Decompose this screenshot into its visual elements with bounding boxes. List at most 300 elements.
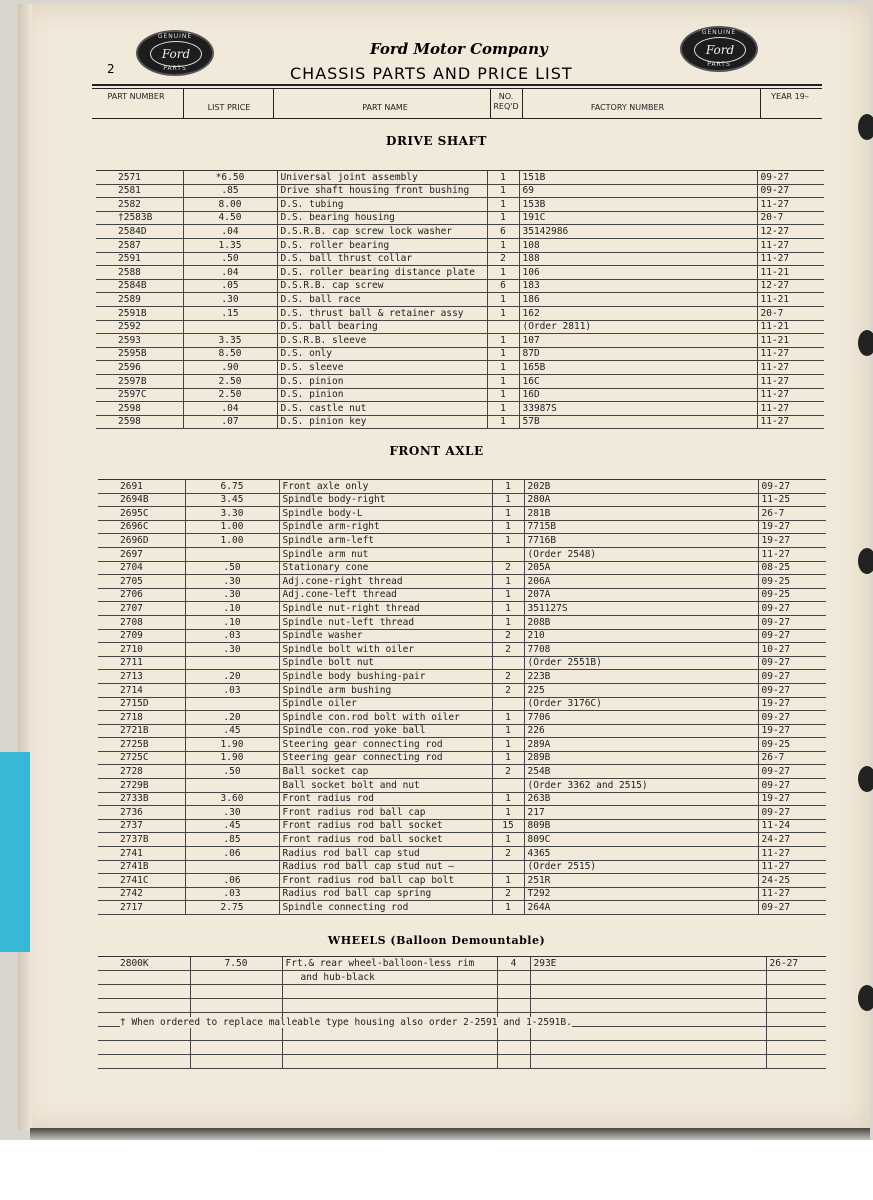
- part-number: 2696C: [98, 520, 185, 534]
- year: 11-27: [757, 374, 824, 388]
- part-number: 2710: [98, 643, 185, 657]
- empty-cell: [282, 1027, 497, 1041]
- part-number: 2695C: [98, 507, 185, 521]
- factory-number: 57B: [519, 415, 757, 429]
- qty-reqd: 1: [487, 415, 519, 429]
- year: 19-27: [758, 697, 826, 711]
- list-price: .06: [185, 847, 279, 861]
- year: 11-27: [758, 860, 826, 874]
- factory-number: 202B: [524, 480, 758, 494]
- empty-cell: [530, 1055, 766, 1069]
- part-name: Universal joint assembly: [277, 171, 487, 185]
- part-number: 2713: [98, 670, 185, 684]
- empty-cell: [766, 1055, 826, 1069]
- list-price: 7.50: [190, 957, 282, 971]
- part-name-continued: and hub-black: [282, 971, 497, 985]
- list-price: .06: [185, 874, 279, 888]
- table-row: [98, 901, 826, 915]
- table-row: [98, 1055, 826, 1069]
- factory-number: 263B: [524, 792, 758, 806]
- table-row: [96, 184, 824, 198]
- qty-reqd: 1: [492, 833, 524, 847]
- empty-cell: [282, 999, 497, 1013]
- qty-reqd: 2: [492, 670, 524, 684]
- year: 26-7: [758, 507, 826, 521]
- year: 12-27: [757, 279, 824, 293]
- part-name: Ball socket cap: [279, 765, 492, 779]
- empty-cell: [98, 1041, 190, 1055]
- logo-text-bottom: PARTS: [707, 61, 731, 68]
- part-name: Spindle washer: [279, 629, 492, 643]
- factory-number: 191C: [519, 211, 757, 225]
- table-row: [96, 225, 824, 239]
- year: 11-21: [757, 266, 824, 280]
- list-price: 2.50: [183, 388, 277, 402]
- list-price: [185, 547, 279, 561]
- factory-number: (Order 2515): [524, 860, 758, 874]
- list-price: .50: [185, 765, 279, 779]
- table-row: [98, 765, 826, 779]
- table-row: [98, 507, 826, 521]
- qty-reqd: 1: [492, 493, 524, 507]
- qty-reqd: 1: [487, 293, 519, 307]
- empty-cell: [766, 1013, 826, 1027]
- table-row: [96, 415, 824, 429]
- qty-reqd: 4: [497, 957, 530, 971]
- empty-cell: [766, 971, 826, 985]
- list-price: .85: [183, 184, 277, 198]
- table-row: [98, 957, 826, 971]
- table-row: [96, 238, 824, 252]
- empty-cell: [530, 1027, 766, 1041]
- part-number: 2708: [98, 615, 185, 629]
- year: 24-25: [758, 874, 826, 888]
- empty-cell: [530, 985, 766, 999]
- factory-number: 210: [524, 629, 758, 643]
- year: 09-27: [758, 779, 826, 793]
- table-row: [96, 211, 824, 225]
- list-price: [185, 697, 279, 711]
- year: 11-25: [758, 493, 826, 507]
- qty-reqd: 2: [492, 887, 524, 901]
- empty-cell: [766, 1027, 826, 1041]
- part-number: 2589: [96, 293, 183, 307]
- qty-reqd: 1: [487, 347, 519, 361]
- list-price: .03: [185, 629, 279, 643]
- list-price: .10: [185, 602, 279, 616]
- part-name: Radius rod ball cap spring: [279, 887, 492, 901]
- part-name: Front radius rod ball socket: [279, 833, 492, 847]
- qty-reqd: [487, 320, 519, 334]
- empty-cell: [190, 1055, 282, 1069]
- year: 11-21: [757, 293, 824, 307]
- header-rule: [92, 88, 822, 89]
- part-number: 2691: [98, 480, 185, 494]
- part-name: Spindle connecting rod: [279, 901, 492, 915]
- part-name: Front radius rod ball socket: [279, 819, 492, 833]
- factory-number: 217: [524, 806, 758, 820]
- table-row: [98, 480, 826, 494]
- section-title-wheels: WHEELS (Balloon Demountable): [327, 934, 546, 947]
- binder-hole: [858, 766, 873, 792]
- list-price: 8.00: [183, 198, 277, 212]
- part-number: 2598: [96, 402, 183, 416]
- table-row: [96, 171, 824, 185]
- part-name: Steering gear connecting rod: [279, 738, 492, 752]
- list-price: 1.90: [185, 738, 279, 752]
- list-price: 3.45: [185, 493, 279, 507]
- logo-text-ford: Ford: [694, 37, 746, 63]
- table-row: [98, 656, 826, 670]
- qty-reqd: 1: [487, 361, 519, 375]
- blue-tab-marker: [0, 752, 30, 952]
- part-number: 2714: [98, 683, 185, 697]
- qty-reqd: 1: [492, 575, 524, 589]
- part-number: 2721B: [98, 724, 185, 738]
- qty-reqd: 2: [492, 683, 524, 697]
- year: 09-27: [758, 480, 826, 494]
- year: 09-27: [758, 670, 826, 684]
- part-number: 2584D: [96, 225, 183, 239]
- year: 11-27: [758, 847, 826, 861]
- qty-reqd: [492, 779, 524, 793]
- part-number: 2800K: [98, 957, 190, 971]
- factory-number: 16C: [519, 374, 757, 388]
- qty-reqd: 2: [492, 847, 524, 861]
- empty-cell: [766, 1041, 826, 1055]
- part-number: 2597C: [96, 388, 183, 402]
- year: 11-27: [757, 198, 824, 212]
- factory-number: 69: [519, 184, 757, 198]
- part-number: 2736: [98, 806, 185, 820]
- qty-reqd: 1: [492, 738, 524, 752]
- part-name: Front radius rod ball cap: [279, 806, 492, 820]
- year: 26-7: [758, 751, 826, 765]
- empty-cell: [190, 999, 282, 1013]
- factory-number: 16D: [519, 388, 757, 402]
- qty-reqd: 1: [487, 171, 519, 185]
- company-name: Ford Motor Company: [370, 40, 548, 58]
- list-price: .50: [183, 252, 277, 266]
- factory-number: 188: [519, 252, 757, 266]
- part-number: 2704: [98, 561, 185, 575]
- empty-cell: [98, 971, 190, 985]
- part-name: D.S. thrust ball & retainer assy: [277, 306, 487, 320]
- list-price: .04: [183, 225, 277, 239]
- factory-number: 7706: [524, 711, 758, 725]
- part-name: Spindle arm-right: [279, 520, 492, 534]
- year: 09-27: [757, 171, 824, 185]
- qty-reqd: 1: [492, 615, 524, 629]
- list-price: .30: [185, 643, 279, 657]
- list-price: .45: [185, 724, 279, 738]
- factory-number: 264A: [524, 901, 758, 915]
- list-price: .45: [185, 819, 279, 833]
- list-price: .20: [185, 711, 279, 725]
- year: 09-27: [758, 629, 826, 643]
- empty-cell: [530, 999, 766, 1013]
- list-price: .30: [183, 293, 277, 307]
- table-row: [98, 534, 826, 548]
- part-name: D.S.R.B. cap screw: [277, 279, 487, 293]
- table-row: [98, 847, 826, 861]
- year: 11-24: [758, 819, 826, 833]
- factory-number: 106: [519, 266, 757, 280]
- factory-number: T292: [524, 887, 758, 901]
- list-price: [185, 860, 279, 874]
- part-name: D.S. bearing housing: [277, 211, 487, 225]
- list-price: [185, 779, 279, 793]
- year: 09-25: [758, 588, 826, 602]
- footnote: † When ordered to replace malleable type housing also order 2-2591 and 1-2591B.: [120, 1017, 572, 1028]
- factory-number: 162: [519, 306, 757, 320]
- header-divider: [760, 88, 761, 118]
- wheels-table: [98, 956, 826, 1069]
- table-row: [98, 792, 826, 806]
- list-price: 2.75: [185, 901, 279, 915]
- factory-number: 281B: [524, 507, 758, 521]
- page-title: CHASSIS PARTS AND PRICE LIST: [290, 64, 573, 83]
- binder-hole: [858, 330, 873, 356]
- factory-number: 7708: [524, 643, 758, 657]
- binder-hole: [858, 548, 873, 574]
- logo-text-ford: Ford: [150, 41, 202, 67]
- empty-cell: [98, 1055, 190, 1069]
- qty-reqd: 1: [487, 306, 519, 320]
- qty-reqd: 2: [492, 629, 524, 643]
- empty-cell: [497, 971, 530, 985]
- year: 20-7: [757, 211, 824, 225]
- qty-reqd: 1: [487, 334, 519, 348]
- part-name: D.S. tubing: [277, 198, 487, 212]
- drive-shaft-table: [96, 170, 824, 429]
- year: 11-21: [757, 334, 824, 348]
- part-name: Radius rod ball cap stud nut –: [279, 860, 492, 874]
- part-name: D.S. only: [277, 347, 487, 361]
- year: 09-27: [758, 683, 826, 697]
- part-name: Radius rod ball cap stud: [279, 847, 492, 861]
- list-price: .04: [183, 402, 277, 416]
- empty-cell: [98, 999, 190, 1013]
- year: 09-27: [758, 656, 826, 670]
- ford-logo-left: [136, 30, 214, 76]
- list-price: .07: [183, 415, 277, 429]
- part-number: 2741C: [98, 874, 185, 888]
- list-price: .03: [185, 887, 279, 901]
- factory-number: 7715B: [524, 520, 758, 534]
- part-name: Spindle arm-left: [279, 534, 492, 548]
- part-number: 2729B: [98, 779, 185, 793]
- table-row: [98, 874, 826, 888]
- factory-number: (Order 3176C): [524, 697, 758, 711]
- header-rule: [92, 84, 822, 86]
- part-name: Spindle con.rod bolt with oiler: [279, 711, 492, 725]
- header-no-reqd: NO. REQ'D: [493, 92, 519, 111]
- part-number: 2715D: [98, 697, 185, 711]
- list-price: .04: [183, 266, 277, 280]
- list-price: 4.50: [183, 211, 277, 225]
- table-row: [98, 697, 826, 711]
- section-title-front-axle: FRONT AXLE: [389, 444, 484, 458]
- part-number: 2587: [96, 238, 183, 252]
- header-rule: [92, 118, 822, 119]
- table-row: [98, 547, 826, 561]
- part-number: 2581: [96, 184, 183, 198]
- header-divider: [273, 88, 274, 118]
- table-row: [98, 985, 826, 999]
- table-row: [98, 806, 826, 820]
- part-name: D.S. ball bearing: [277, 320, 487, 334]
- qty-reqd: [492, 860, 524, 874]
- header-divider: [522, 88, 523, 118]
- header-year: YEAR 19–: [771, 92, 809, 101]
- list-price: 6.75: [185, 480, 279, 494]
- ford-logo-right: [680, 26, 758, 72]
- empty-cell: [282, 985, 497, 999]
- list-price: 1.35: [183, 238, 277, 252]
- logo-text-top: GENUINE: [701, 29, 737, 36]
- list-price: .30: [185, 575, 279, 589]
- part-number: 2707: [98, 602, 185, 616]
- factory-number: 809B: [524, 819, 758, 833]
- factory-number: 208B: [524, 615, 758, 629]
- part-name: Steering gear connecting rod: [279, 751, 492, 765]
- part-name: D.S. ball race: [277, 293, 487, 307]
- year: 09-27: [758, 711, 826, 725]
- factory-number: 280A: [524, 493, 758, 507]
- factory-number: (Order 3362 and 2515): [524, 779, 758, 793]
- part-number: 2737: [98, 819, 185, 833]
- list-price: .20: [185, 670, 279, 684]
- table-row: [96, 374, 824, 388]
- part-name: Spindle body-right: [279, 493, 492, 507]
- list-price: 1.90: [185, 751, 279, 765]
- table-row: [98, 1027, 826, 1041]
- qty-reqd: 1: [492, 792, 524, 806]
- list-price: 3.35: [183, 334, 277, 348]
- table-row: [98, 1041, 826, 1055]
- part-name: D.S. roller bearing distance plate: [277, 266, 487, 280]
- part-number: 2725B: [98, 738, 185, 752]
- qty-reqd: 1: [492, 520, 524, 534]
- empty-cell: [766, 985, 826, 999]
- part-number: †2583B: [96, 211, 183, 225]
- year: 11-27: [758, 547, 826, 561]
- year: 11-27: [757, 347, 824, 361]
- factory-number: 289B: [524, 751, 758, 765]
- year: 11-27: [757, 361, 824, 375]
- table-row: [98, 602, 826, 616]
- header-divider: [183, 88, 184, 118]
- empty-cell: [190, 1027, 282, 1041]
- part-name: D.S. ball thrust collar: [277, 252, 487, 266]
- table-row: [98, 683, 826, 697]
- list-price: 8.50: [183, 347, 277, 361]
- year: 09-27: [758, 765, 826, 779]
- qty-reqd: 1: [492, 602, 524, 616]
- qty-reqd: 1: [492, 534, 524, 548]
- part-number: 2597B: [96, 374, 183, 388]
- qty-reqd: 6: [487, 279, 519, 293]
- factory-number: 251R: [524, 874, 758, 888]
- page-number: 2: [107, 62, 115, 76]
- qty-reqd: 1: [492, 874, 524, 888]
- table-row: [96, 361, 824, 375]
- qty-reqd: 2: [492, 561, 524, 575]
- qty-reqd: 2: [492, 643, 524, 657]
- factory-number: 289A: [524, 738, 758, 752]
- factory-number: 809C: [524, 833, 758, 847]
- table-row: [98, 520, 826, 534]
- table-row: [96, 252, 824, 266]
- sheet-edge: [18, 4, 32, 1130]
- empty-cell: [497, 1041, 530, 1055]
- year: 09-27: [758, 901, 826, 915]
- qty-reqd: 1: [487, 266, 519, 280]
- year: 11-27: [758, 887, 826, 901]
- factory-number: 165B: [519, 361, 757, 375]
- year: 19-27: [758, 792, 826, 806]
- year: 19-27: [758, 520, 826, 534]
- part-name: Ball socket bolt and nut: [279, 779, 492, 793]
- year: 11-27: [757, 388, 824, 402]
- logo-text-top: GENUINE: [157, 33, 193, 40]
- qty-reqd: 15: [492, 819, 524, 833]
- list-price: [183, 320, 277, 334]
- part-number: 2705: [98, 575, 185, 589]
- table-row: [98, 999, 826, 1013]
- part-name: Spindle bolt nut: [279, 656, 492, 670]
- qty-reqd: 2: [492, 765, 524, 779]
- factory-number: 223B: [524, 670, 758, 684]
- qty-reqd: 1: [487, 238, 519, 252]
- qty-reqd: 6: [487, 225, 519, 239]
- qty-reqd: 2: [487, 252, 519, 266]
- table-row: [98, 779, 826, 793]
- list-price: *6.50: [183, 171, 277, 185]
- list-price: .30: [185, 806, 279, 820]
- table-row: [98, 724, 826, 738]
- header-list-price: LIST PRICE: [207, 103, 251, 112]
- year: 09-25: [758, 575, 826, 589]
- year: 11-27: [757, 238, 824, 252]
- factory-number: 225: [524, 683, 758, 697]
- table-row: [96, 266, 824, 280]
- part-name: D.S. pinion: [277, 374, 487, 388]
- table-row: [98, 493, 826, 507]
- part-number: 2717: [98, 901, 185, 915]
- table-row: [96, 198, 824, 212]
- table-row: [96, 388, 824, 402]
- empty-cell: [98, 985, 190, 999]
- part-number: 2737B: [98, 833, 185, 847]
- factory-number: 254B: [524, 765, 758, 779]
- part-number: 2588: [96, 266, 183, 280]
- part-name: D.S. castle nut: [277, 402, 487, 416]
- table-row: [98, 588, 826, 602]
- factory-number: (Order 2551B): [524, 656, 758, 670]
- year: 24-27: [758, 833, 826, 847]
- part-number: 2696D: [98, 534, 185, 548]
- part-number: 2593: [96, 334, 183, 348]
- section-title-drive-shaft: DRIVE SHAFT: [386, 134, 487, 148]
- part-number: 2595B: [96, 347, 183, 361]
- table-row: [96, 347, 824, 361]
- part-name: Drive shaft housing front bushing: [277, 184, 487, 198]
- table-row: [98, 629, 826, 643]
- qty-reqd: 1: [492, 711, 524, 725]
- header-factory-number: FACTORY NUMBER: [590, 103, 665, 112]
